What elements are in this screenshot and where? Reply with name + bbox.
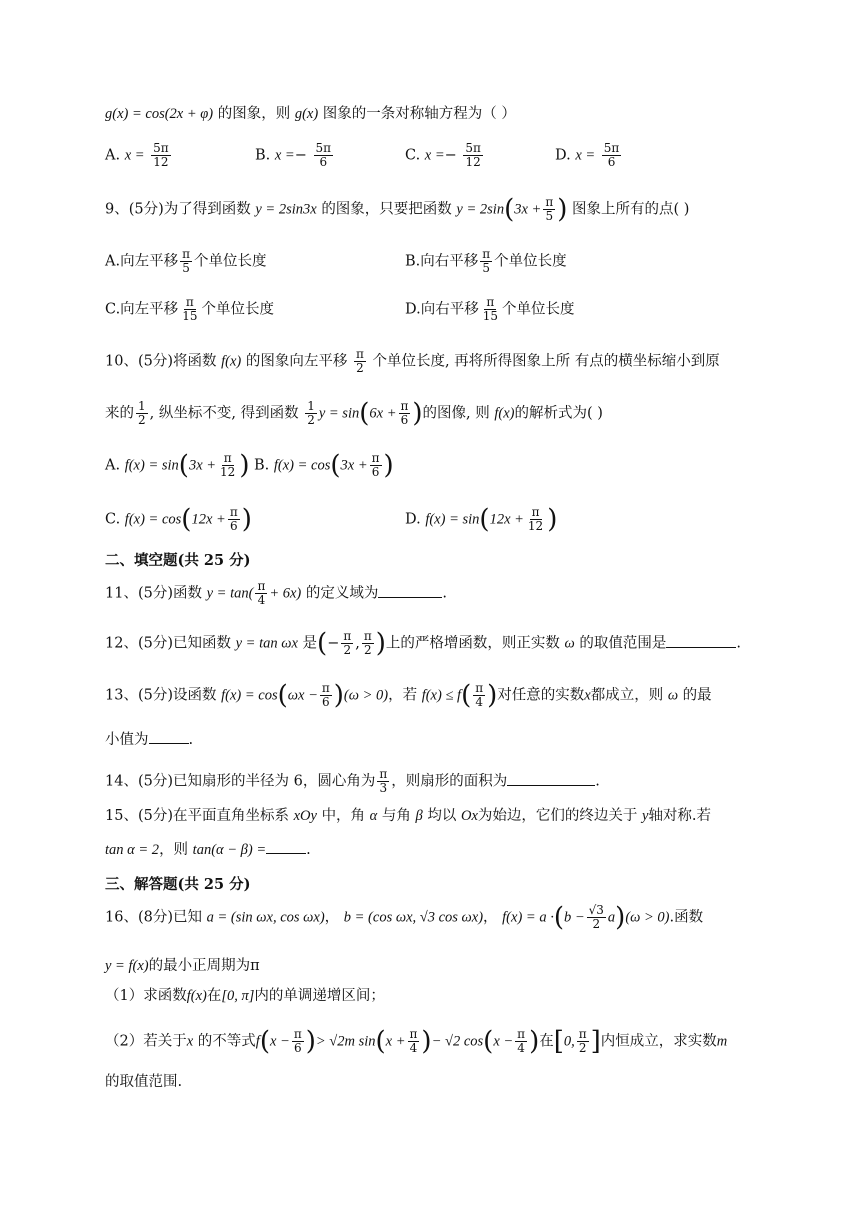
q15-text: 与角 <box>381 808 411 824</box>
q15-line2 <box>105 842 311 859</box>
q12-minus: − <box>327 635 340 652</box>
q11-function-tail: + 6x) <box>269 585 302 602</box>
q16-arg: x − <box>269 1033 290 1050</box>
q13-omega: ω <box>667 687 679 704</box>
option-fraction: $\frac{5\pi}{6}$ <box>603 141 620 170</box>
q15-text: 均以 <box>427 808 457 824</box>
q16-condition: (ω > 0) <box>625 909 670 926</box>
option-tail: 个单位长度 <box>502 301 575 318</box>
q8-text2: 图象的一条对称轴方程为（ ） <box>322 106 516 122</box>
q10-fx: f(x) <box>494 405 515 422</box>
q16-x: x <box>186 1033 194 1050</box>
option-lhs: x = <box>575 147 596 164</box>
q15-alpha: α <box>369 808 378 824</box>
section-solution-heading: 三、解答题(共 25 分) <box>105 876 251 893</box>
q13-line2 <box>105 732 193 749</box>
option-lhs: f(x) = sin <box>124 457 179 474</box>
option-tail: 个单位长度 <box>201 301 274 318</box>
q16-part2-line2 <box>105 1074 182 1091</box>
q16-text: 的最小正周期为 <box>148 958 251 974</box>
option-label: A. <box>105 457 121 474</box>
q9-function-source: y = 2sin <box>456 201 505 218</box>
option-fraction: $\frac{\pi}{12}$ <box>527 505 544 534</box>
option-lhs: x = <box>124 147 145 164</box>
q13-inequality: f(x) ≤ f <box>421 687 462 704</box>
q16-fraction-pi4b: $\frac{\pi}{4}$ <box>517 1027 526 1056</box>
q10-text: 10、(5分)将函数 <box>105 353 217 370</box>
q16-arg: x + <box>385 1033 406 1050</box>
q14-text: 14、(5分)已知扇形的半径为 6，圆心角为 <box>105 773 376 790</box>
q12-function: y = tan ωx <box>235 635 298 652</box>
option-sign: − <box>444 147 457 164</box>
q16-text: 的不等式 <box>197 1033 256 1050</box>
q9-suffix: 图象上所有的点( ) <box>572 201 690 218</box>
q16-inner-a: a <box>607 909 616 926</box>
option-arg: 12x + <box>191 511 226 528</box>
q14-end: . <box>595 773 600 790</box>
q16-vector-a: a = (sin ωx, cos ωx) <box>206 909 325 926</box>
q16-part2: （2）若关于x 的不等式f(x − $\frac{\pi}{6}$ )> √2m sin(x + $\frac{\pi}{4}$ )− √2 cos(x − $\frac{\pi}{4}$ )在[0, $\frac{\pi}{2}$ ]内恒成立，求实数m <box>105 1026 728 1057</box>
q9-mid: 的图象，只要把函数 <box>321 201 452 218</box>
q8-function: g(x) = cos(2x + φ) <box>105 106 214 122</box>
q8-stem <box>105 106 516 123</box>
q13-text: 小值为 <box>105 732 149 748</box>
option-arg: 3x + <box>340 457 368 474</box>
q10-text: 个单位长度, 再将所得图象上所 有点的横坐标缩小到原 <box>372 353 720 370</box>
q16-pi: π <box>250 958 260 974</box>
q15-text: 为始边，它们的终边关于 <box>477 808 638 824</box>
q13-text: 的最 <box>682 687 712 704</box>
option-label: B. <box>254 457 270 474</box>
q16-inner: b − <box>563 909 585 926</box>
q16-fx: f(x) = a · <box>502 909 554 926</box>
q16-text: 在 <box>539 1033 554 1050</box>
option-label: C. <box>105 511 121 528</box>
q11-text: 的定义域为 <box>305 585 379 602</box>
q13-text: 对任意的实数 <box>497 687 585 704</box>
q11-end: . <box>442 585 447 602</box>
q16-fraction: $\frac{√3}{2}$ <box>588 903 604 932</box>
option-lhs: f(x) = sin <box>425 511 480 528</box>
option-label: B. <box>255 147 271 164</box>
option-fraction: $\frac{\pi}{15}$ <box>482 295 498 324</box>
q16-fx: f(x) <box>186 988 207 1004</box>
q14-fraction: $\frac{\pi}{3}$ <box>379 767 388 796</box>
q10-option-c[interactable]: C. f(x) = cos(12x + $\frac{\pi}{6}$ ) <box>105 504 252 535</box>
q16-vector-b: b = (cos ωx, √3 cos ωx) <box>343 909 484 926</box>
q13-text: 都成立，则 <box>590 687 664 704</box>
q16-text: （1）求函数 <box>105 988 187 1004</box>
q15-beta: β <box>415 808 423 824</box>
option-label: A. <box>105 147 121 164</box>
option-fraction: $\frac{5\pi}{12}$ <box>153 141 169 170</box>
option-arg: 3x + <box>188 457 217 474</box>
q16-text: （2）若关于 <box>105 1033 187 1050</box>
q8-text: 的图象，则 <box>217 106 291 122</box>
q16-fraction-pi2: $\frac{\pi}{2}$ <box>578 1027 587 1056</box>
q16-line2 <box>105 958 260 975</box>
q9-fraction: $\frac{\pi}{5}$ <box>545 195 554 224</box>
q13-answer-blank[interactable] <box>149 742 189 744</box>
q11-text: 11、(5分)函数 <box>105 585 202 602</box>
q15-line1 <box>105 808 711 825</box>
q9-stem: 9、(5分)为了得到函数 y = 2sin3x 的图象，只要把函数 y = 2sin(3x + $\frac{\pi}{5}$ ) 图象上所有的点( ) <box>105 194 690 225</box>
section-fill-in-heading: 二、填空题(共 25 分) <box>105 552 251 569</box>
q11-answer-blank[interactable] <box>378 596 442 598</box>
q9-option-d[interactable] <box>405 296 575 323</box>
q13-x: x <box>584 687 591 704</box>
q12: 12、(5分)已知函数 y = tan ωx 是(− $\frac{\pi}{2}$ , $\frac{\pi}{2}$ )上的严格增函数，则正实数 ω 的取值范围是 . <box>105 628 741 659</box>
option-sign: − <box>294 147 307 164</box>
option-label: D. <box>555 147 571 164</box>
q13-arg: ωx − <box>287 687 318 704</box>
q11-function: y = tan( <box>206 585 254 602</box>
option-label: A.向左平移 <box>105 253 179 270</box>
q12-text: 是 <box>302 635 318 652</box>
q11-fraction: $\frac{\pi}{4}$ <box>257 579 266 608</box>
q10-text: 的图像, 则 <box>422 405 490 422</box>
q16-ineq-mid: − √2 cos <box>431 1033 484 1050</box>
q10-fx: f(x) <box>221 353 242 370</box>
q12-end: . <box>736 635 741 652</box>
q10-stem-line1 <box>105 348 720 375</box>
q9-option-a[interactable] <box>105 248 266 275</box>
q16-part1 <box>105 988 385 1005</box>
q10-text: 来的 <box>105 405 134 422</box>
q10-text: 的解析式为( ) <box>514 405 603 422</box>
q10-text: 的图象向左平移 <box>245 353 348 370</box>
q13-condition: (ω > 0) <box>343 687 389 704</box>
q10-fraction: $\frac{\pi}{2}$ <box>355 347 364 376</box>
q9-function-target: y = 2sin3x <box>255 201 317 218</box>
option-fraction: $\frac{\pi}{5}$ <box>182 247 190 276</box>
q15-text: 15、(5分)在平面直角坐标系 <box>105 808 289 824</box>
q10-stem-line2: 来的 $\frac{1}{2}$ , 纵坐标不变, 得到函数 $\frac{1}{2}$ y = sin(6x + $\frac{\pi}{6}$ )的图像, 则 f(x)的解析式为( ) <box>105 398 603 429</box>
q8-option-c[interactable] <box>405 142 485 169</box>
option-label: C. <box>405 147 421 164</box>
q16-fraction-pi4a: $\frac{\pi}{4}$ <box>409 1027 418 1056</box>
q16-m: m <box>716 1033 728 1050</box>
q14-answer-blank[interactable] <box>507 784 595 786</box>
q16-text: .函数 <box>669 909 704 926</box>
q8-gx: g(x) <box>294 106 319 122</box>
q16-line1: 16、(8分)已知 a = (sin ωx, cos ωx)， b = (cos ωx, √3 cos ωx)， f(x) = a ·(b − $\frac{√3}{2}$ a)(ω > 0).函数 <box>105 902 704 933</box>
q16-fraction-pi6: $\frac{\pi}{6}$ <box>293 1027 302 1056</box>
option-fraction: $\frac{\pi}{6}$ <box>371 451 380 480</box>
q12-text: 的取值范围是 <box>579 635 667 652</box>
q16-yfx: y = f(x) <box>105 958 149 974</box>
q15-answer-blank[interactable] <box>266 852 306 854</box>
option-label: D.向右平移 <box>405 301 479 318</box>
option-fraction: $\frac{\pi}{12}$ <box>220 451 236 480</box>
option-arg: 12x + <box>489 511 524 528</box>
q13-fraction: $\frac{\pi}{6}$ <box>321 681 330 710</box>
q13-text: ，若 <box>388 687 418 704</box>
q10-function: y = sin <box>318 405 360 422</box>
q14-text: ，则扇形的面积为 <box>391 773 508 790</box>
q15-given: tan α = 2 <box>105 842 160 858</box>
option-fraction: $\frac{\pi}{6}$ <box>229 505 238 534</box>
q15-end: . <box>306 842 311 858</box>
option-fraction: $\frac{5\pi}{6}$ <box>315 141 332 170</box>
q16-text: 内的单调递增区间； <box>254 988 385 1004</box>
q16-text: 内恒成立，求实数 <box>600 1033 717 1050</box>
q10-option-a[interactable]: A. f(x) = sin(3x + $\frac{\pi}{12}$ ) <box>105 450 250 481</box>
q15-text: 中，角 <box>321 808 366 824</box>
option-lhs: x = <box>274 147 295 164</box>
q15-text: 轴对称.若 <box>648 808 712 824</box>
q15-ox: Ox <box>460 808 478 824</box>
q14 <box>105 768 600 795</box>
q16-ineq: > √2m sin <box>315 1033 376 1050</box>
q12-text: 上的严格增函数，则正实数 <box>385 635 560 652</box>
q8-option-d[interactable] <box>555 142 623 169</box>
option-label: C.向左平移 <box>105 301 179 318</box>
q9-arg: 3x + <box>514 201 542 218</box>
q15-ask: tan(α − β) = <box>192 842 267 858</box>
option-fraction: $\frac{5\pi}{12}$ <box>465 141 481 170</box>
q16-text: 在 <box>206 988 222 1004</box>
q10-arg: 6x + <box>369 405 397 422</box>
q13-end: . <box>188 732 194 748</box>
q10-option-d[interactable]: D. f(x) = sin(12x + $\frac{\pi}{12}$ ) <box>405 504 558 535</box>
q11 <box>105 580 447 607</box>
q10-fraction-half: $\frac{1}{2}$ <box>138 399 146 428</box>
q10-fraction-pi6: $\frac{\pi}{6}$ <box>400 399 409 428</box>
q8-option-b[interactable] <box>255 142 335 169</box>
q13-line1: 13、(5分)设函数 f(x) = cos(ωx − $\frac{\pi}{6}$ )(ω > 0)，若 f(x) ≤ f( $\frac{\pi}{4}$ )对任意的实数x都成立，则 ω 的最 <box>105 680 712 711</box>
q12-fraction-right: $\frac{\pi}{2}$ <box>363 629 372 658</box>
q13-function: f(x) = cos <box>221 687 278 704</box>
q10-fraction-half2: $\frac{1}{2}$ <box>307 399 315 428</box>
q8-option-a[interactable] <box>105 142 173 169</box>
q12-omega: ω <box>564 635 575 652</box>
option-fraction: $\frac{\pi}{15}$ <box>182 295 198 324</box>
q10-option-b[interactable]: B. f(x) = cos(3x + $\frac{\pi}{6}$ ) <box>254 450 394 481</box>
q9-prefix: 9、(5分)为了得到函数 <box>105 201 251 218</box>
q12-answer-blank[interactable] <box>666 646 736 648</box>
option-label: B.向右平移 <box>405 253 479 270</box>
option-tail: 个单位长度 <box>494 253 567 270</box>
q15-text: ，则 <box>159 842 189 858</box>
option-fraction: $\frac{\pi}{5}$ <box>482 247 491 276</box>
option-lhs: x = <box>424 147 445 164</box>
q16-text: 16、(8分)已知 <box>105 909 202 926</box>
option-lhs: f(x) = cos <box>273 457 331 474</box>
q15-xoy: xOy <box>293 808 317 824</box>
q16-text: 的取值范围. <box>105 1074 183 1090</box>
option-label: D. <box>405 511 421 528</box>
q12-text: 12、(5分)已知函数 <box>105 635 231 652</box>
q16-f: f <box>255 1033 260 1050</box>
q12-fraction-left: $\frac{\pi}{2}$ <box>343 629 352 658</box>
q9-option-c[interactable] <box>105 296 274 323</box>
option-tail: 个单位长度 <box>193 253 267 270</box>
q15-y: y <box>642 808 649 824</box>
q16-interval: [0, π] <box>221 988 255 1004</box>
q9-option-b[interactable] <box>405 248 567 275</box>
q13-text: 13、(5分)设函数 <box>105 687 217 704</box>
q16-arg: x − <box>493 1033 514 1050</box>
q13-fraction-pi4: $\frac{\pi}{4}$ <box>475 681 484 710</box>
q16-interval: 0, <box>563 1033 575 1050</box>
option-lhs: f(x) = cos <box>124 511 182 528</box>
q10-text: , 纵坐标不变, 得到函数 <box>149 405 299 422</box>
